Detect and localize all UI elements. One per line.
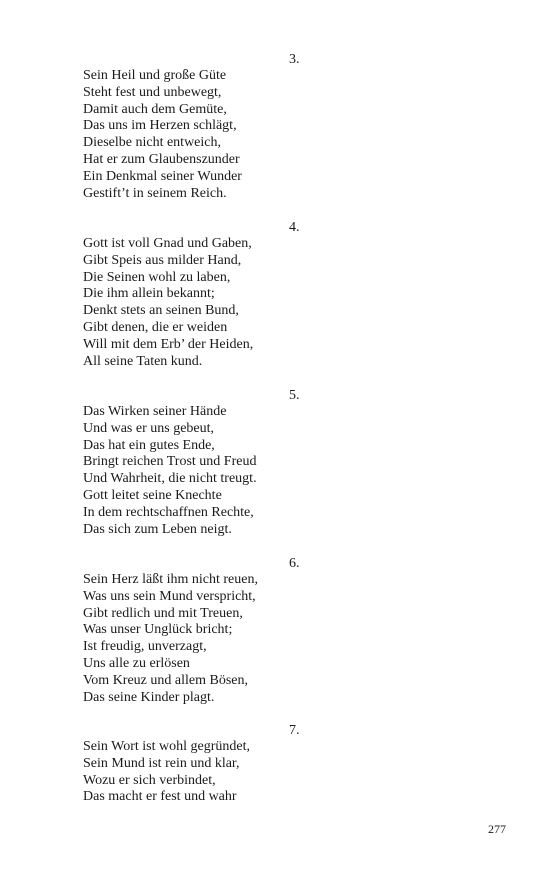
- verse-line: Sein Heil und große Güte: [83, 68, 227, 83]
- verse-line: Vom Kreuz und allem Bösen,: [83, 672, 248, 688]
- stanza-number: 5.: [289, 388, 300, 403]
- verse-line: In dem rechtschaffnen Rechte,: [83, 504, 254, 520]
- verse-line: Und Wahrheit, die nicht treugt.: [83, 471, 257, 487]
- verse-line: Bringt reichen Trost und Freud: [83, 454, 257, 470]
- verse-line: All seine Taten kund.: [83, 353, 203, 369]
- verse-line: Das Wirken seiner Hände: [83, 404, 227, 419]
- verse-line: Das hat ein gutes Ende,: [83, 437, 215, 453]
- verse-line: Ist freudig, unverzagt,: [83, 639, 207, 655]
- verse-line: Gibt Speis aus milder Hand,: [83, 252, 242, 268]
- verse-line: Hat er zum Glaubenszunder: [83, 151, 240, 167]
- verse-line: Die Seinen wohl zu laben,: [83, 269, 231, 285]
- verse-line: Denkt stets an seinen Bund,: [83, 303, 239, 319]
- verse-line: Sein Mund ist rein und klar,: [83, 755, 240, 771]
- verse-line: Das seine Kinder plagt.: [83, 689, 215, 705]
- verse-line: Das macht er fest und wahr: [83, 789, 237, 805]
- stanza-lines: [83, 739, 250, 806]
- verse-line: Ein Denkmal seiner Wunder: [83, 168, 242, 184]
- verse-line: Gibt denen, die er weiden: [83, 319, 228, 335]
- verse-line: Gibt redlich und mit Treuen,: [83, 605, 243, 621]
- verse-line: Sein Wort ist wohl gegründet,: [83, 739, 250, 754]
- stanza-lines: [83, 68, 242, 202]
- verse-line: Die ihm allein bekannt;: [83, 286, 215, 302]
- verse-line: Damit auch dem Gemüte,: [83, 101, 227, 117]
- stanza-number: 4.: [289, 220, 300, 235]
- verse-line: Und was er uns gebeut,: [83, 420, 215, 436]
- stanza-lines: [83, 236, 253, 370]
- verse-line: Was unser Unglück bricht;: [83, 622, 233, 638]
- stanza-lines: [83, 404, 257, 538]
- verse-line: Gestift’t in seinem Reich.: [83, 185, 227, 201]
- verse-line: Das sich zum Leben neigt.: [83, 521, 232, 537]
- page-number: 277: [488, 822, 506, 836]
- verse-line: Das uns im Herzen schlägt,: [83, 118, 237, 134]
- stanza-number: 7.: [289, 723, 300, 738]
- stanza-number: 3.: [289, 52, 300, 67]
- stanza-lines: [83, 572, 258, 706]
- verse-line: Gott ist voll Gnad und Gaben,: [83, 236, 252, 251]
- verse-line: Gott leitet seine Knechte: [83, 487, 222, 503]
- verse-line: Sein Herz läßt ihm nicht reuen,: [83, 572, 258, 587]
- verse-line: Dieselbe nicht entweich,: [83, 135, 222, 151]
- verse-line: Uns alle zu erlösen: [83, 655, 190, 671]
- verse-line: Wozu er sich verbindet,: [83, 772, 216, 788]
- verse-line: Will mit dem Erb’ der Heiden,: [83, 336, 254, 352]
- verse-line: Was uns sein Mund verspricht,: [83, 588, 256, 604]
- stanza-number: 6.: [289, 556, 300, 571]
- verse-line: Steht fest und unbewegt,: [83, 84, 222, 100]
